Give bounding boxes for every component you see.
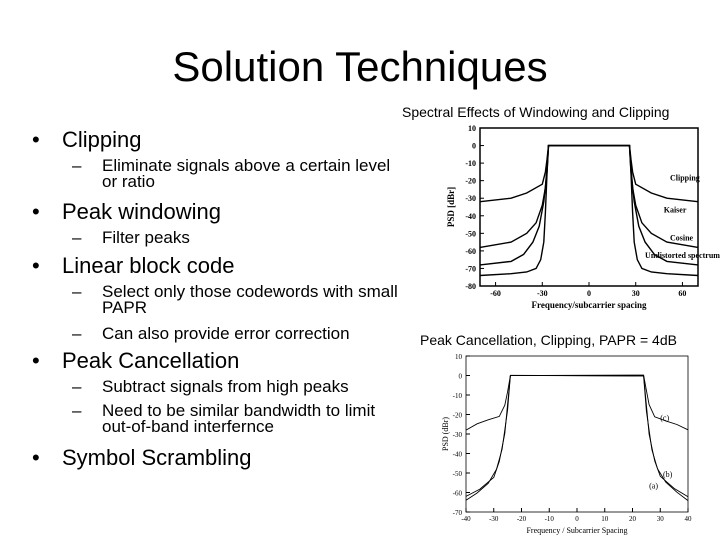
x-tick-label: 0 xyxy=(575,515,579,523)
sub-bullet: – Filter peaks xyxy=(72,228,190,247)
bullet-linear-block-code: • Linear block code xyxy=(32,253,235,278)
y-tick-label: -50 xyxy=(465,229,476,239)
sub-bullet: – Eliminate signals above a certain level or ratio xyxy=(72,156,391,191)
series-label: Undistorted spectrum xyxy=(645,250,720,260)
series-label: (c) xyxy=(660,413,670,423)
x-axis-label: Frequency/subcarrier spacing xyxy=(531,300,647,310)
y-tick-label: 10 xyxy=(468,124,476,133)
bullet-clipping: • Clipping xyxy=(32,127,142,152)
y-tick-label: -50 xyxy=(452,470,462,478)
y-tick-label: 0 xyxy=(472,141,476,151)
x-tick-label: 20 xyxy=(629,515,636,523)
series-line-0 xyxy=(466,375,688,496)
x-tick-label: 30 xyxy=(656,515,664,523)
series-line-0 xyxy=(480,146,698,202)
x-tick-label: 10 xyxy=(601,515,609,523)
sub-bullet: – Need to be similar bandwidth to limit out-of-band interfernce xyxy=(72,401,376,436)
bullet-peak-windowing: • Peak windowing xyxy=(32,199,221,224)
x-axis-label: Frequency / Subcarrier Spacing xyxy=(526,526,628,535)
sub-bullet: – Subtract signals from high peaks xyxy=(72,377,349,396)
x-tick-label: -30 xyxy=(536,289,548,298)
x-tick-label: 30 xyxy=(631,289,640,298)
caption-bottom: Peak Cancellation, Clipping, PAPR = 4dB xyxy=(420,332,677,348)
y-tick-label: -40 xyxy=(452,450,462,459)
bullet-symbol-scrambling: • Symbol Scrambling xyxy=(32,445,252,470)
x-tick-label: -40 xyxy=(461,515,471,523)
x-tick-label: -20 xyxy=(516,515,527,523)
series-label: (b) xyxy=(663,469,673,479)
x-tick-label: 40 xyxy=(684,515,692,523)
y-tick-label: -10 xyxy=(465,159,476,169)
x-tick-label: 0 xyxy=(587,289,591,298)
series-label: Kaiser xyxy=(663,205,687,215)
y-tick-label: -70 xyxy=(465,264,476,274)
y-tick-label: 0 xyxy=(458,372,462,381)
bullet-peak-cancellation: • Peak Cancellation xyxy=(32,348,240,373)
x-tick-label: 60 xyxy=(678,289,687,298)
y-axis-label: PSD [dBr] xyxy=(446,186,456,228)
series-line-1 xyxy=(480,146,698,248)
y-tick-label: -80 xyxy=(465,282,476,291)
sub-bullet: – Can also provide error correction xyxy=(72,324,350,343)
y-tick-label: -40 xyxy=(465,211,476,221)
caption-top: Spectral Effects of Windowing and Clipping xyxy=(402,104,670,120)
chart-windowing-clipping xyxy=(430,122,720,318)
x-tick-label: -30 xyxy=(489,515,499,523)
y-tick-label: -30 xyxy=(452,431,462,439)
slide-title: Solution Techniques xyxy=(172,43,548,90)
y-tick-label: -20 xyxy=(452,411,462,420)
x-tick-label: -10 xyxy=(544,515,554,523)
y-tick-label: -10 xyxy=(452,392,462,400)
y-tick-label: -30 xyxy=(465,194,476,204)
series-label: (a) xyxy=(649,481,659,491)
chart-peak-cancellation xyxy=(438,350,720,540)
y-tick-label: -70 xyxy=(452,509,462,517)
y-tick-label: 10 xyxy=(455,353,462,361)
series-line-1 xyxy=(466,375,688,430)
y-tick-label: -20 xyxy=(465,176,476,186)
series-label: Clipping xyxy=(669,173,700,183)
y-axis-label: PSD (dBr) xyxy=(441,416,450,452)
series-label: Cosine xyxy=(669,233,694,243)
y-tick-label: -60 xyxy=(465,246,476,256)
y-tick-label: -60 xyxy=(452,489,462,498)
x-tick-label: -60 xyxy=(490,289,501,298)
sub-bullet: – Select only those codewords with small PAPR xyxy=(72,282,398,317)
